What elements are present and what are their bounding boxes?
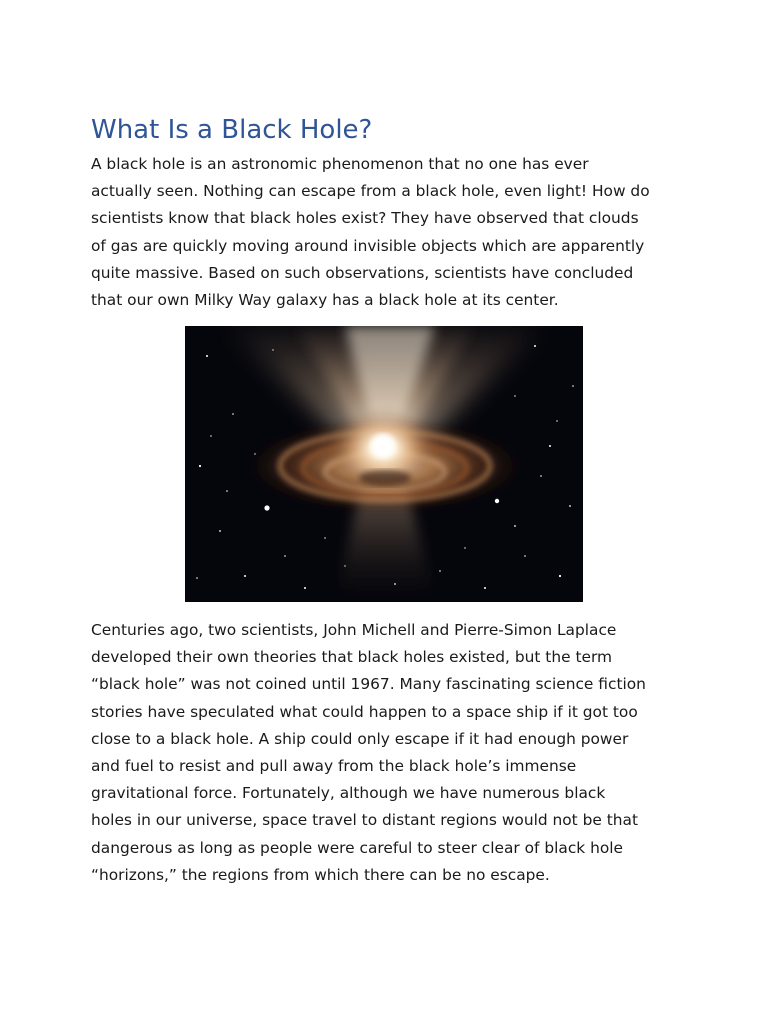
paragraph-line: gravitational force. Fortunately, although we have numerous black [91,784,606,803]
paragraph-line: and fuel to resist and pull away from the black hole’s immense [91,757,577,776]
paragraph-intro [91,151,711,314]
paragraph-line: quite massive. Based on such observations, scientists have concluded [91,263,634,282]
document-title: What Is a Black Hole? [91,115,373,145]
paragraph-history [91,617,711,889]
paragraph-line: scientists know that black holes exist? They have observed that clouds [91,209,639,228]
paragraph-line: close to a black hole. A ship could only escape if it had enough power [91,729,629,748]
paragraph-line: holes in our universe, space travel to distant regions would not be that [91,811,638,830]
paragraph-line: dangerous as long as people were careful to steer clear of black hole [91,838,624,857]
paragraph-line: stories have speculated what could happen to a space ship if it got too [91,702,638,721]
paragraph-line: of gas are quickly moving around invisible objects which are apparently [91,236,645,255]
paragraph-line: actually seen. Nothing can escape from a black hole, even light! How do [91,182,650,201]
black-hole-illustration [185,326,583,602]
paragraph-line: Centuries ago, two scientists, John Michell and Pierre-Simon Laplace [91,621,617,639]
paragraph-line: “horizons,” the regions from which there can be no escape. [91,865,550,884]
paragraph-line: developed their own theories that black holes existed, but the term [91,648,612,667]
paragraph-line: A black hole is an astronomic phenomenon that no one has ever [91,155,589,173]
paragraph-line: that our own Milky Way galaxy has a black hole at its center. [91,291,559,310]
paragraph-line: “black hole” was not coined until 1967. Many fascinating science fiction [91,675,646,694]
